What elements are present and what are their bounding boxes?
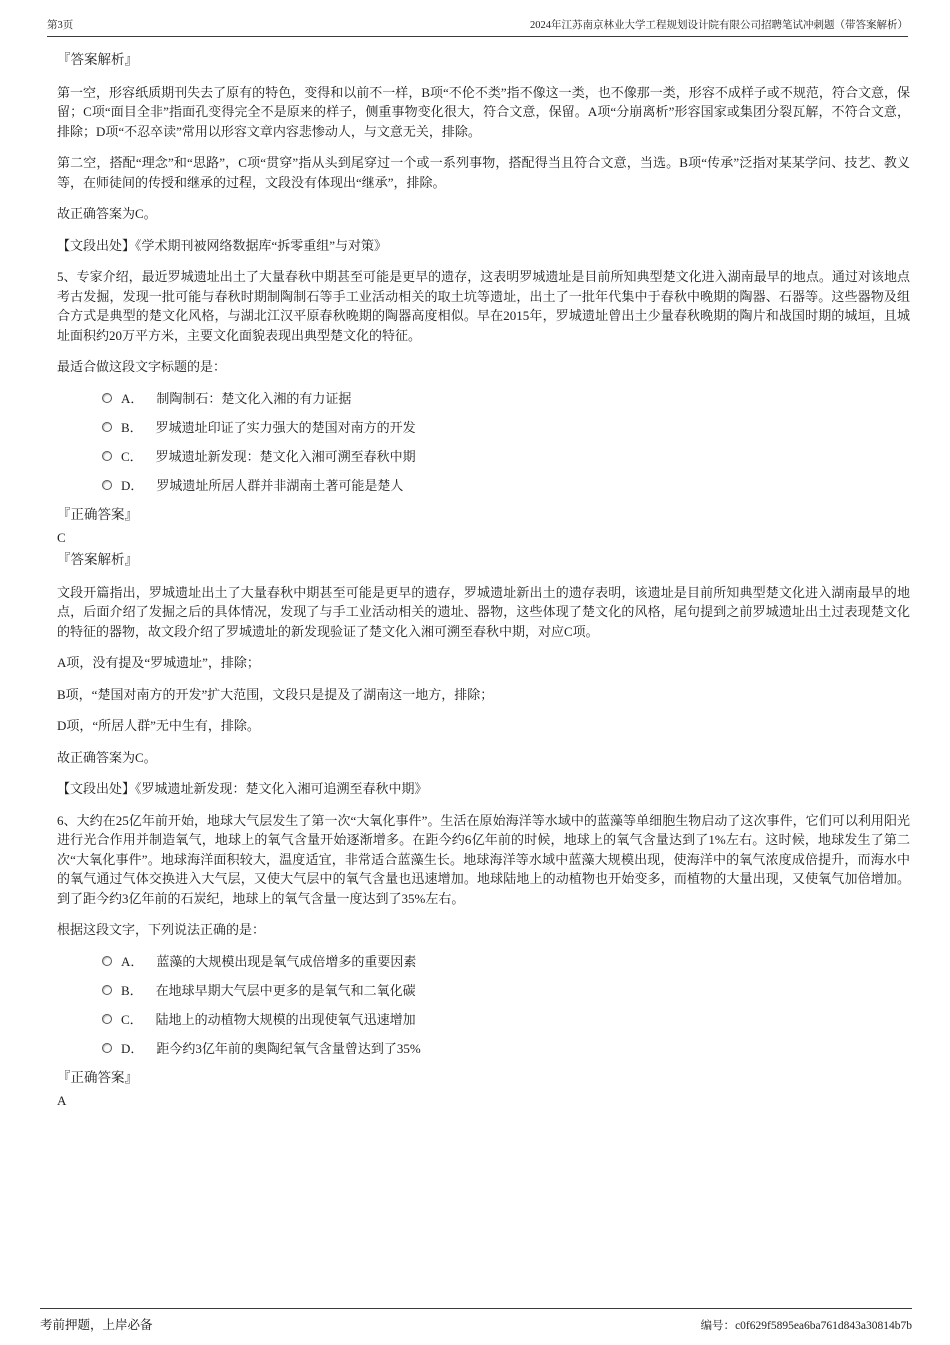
q6-option-c[interactable]	[57, 1010, 910, 1030]
source-citation: 【文段出处】《学术期刊被网络数据库“拆零重组”与对策》	[57, 237, 388, 253]
footer-divider	[40, 1308, 912, 1309]
question-6-options	[57, 952, 910, 1059]
header-divider	[47, 36, 908, 37]
page-footer	[40, 1315, 912, 1333]
analysis-paragraph: 第二空，搭配“理念”和“思路”，C项“贯穿”指从头到尾穿过一个或一系列事物，搭配得当且符合文意，当选。B项“传承”泛指对某某学问、技艺、教义等，在师徒间的传授和继承的过程，文段没有体现出“继承”，排除。	[57, 155, 910, 190]
option-letter: A．	[121, 953, 144, 969]
q6-option-b[interactable]	[57, 981, 910, 1001]
option-text: 罗城遗址所居人群并非湖南土著可能是楚人	[156, 477, 404, 493]
analysis-point-a: A项，没有提及“罗城遗址”，排除；	[57, 655, 260, 670]
option-text: 罗城遗址新发现：楚文化入湘可溯至春秋中期	[155, 448, 416, 464]
correct-answer-heading: 『正确答案』	[57, 507, 138, 522]
radio-button-icon[interactable]	[102, 1043, 112, 1053]
q5-option-c[interactable]	[57, 447, 910, 467]
question-stem-5: 5、专家介绍，最近罗城遗址出土了大量春秋中期甚至可能是更早的遗存，这表明罗城遗址是目前所知典型楚文化进入湖南最早的地点。通过对该地点考古发掘，发现一批可能与春秋时期制陶制石等手工业活动相关的取土坑等遗址，出土了一批年代集中于春秋中晚期的陶器、石器等。这些器物及组合方式是典型的楚文化风格，与湖北江汉平原春秋晚期的陶器高度相似。早在2015年，罗城遗址曾出土少量春秋晚期的陶片和战国时期的城垣，且城址面积约20万平方米，主要文化面貌表现出典型楚文化的特征。	[57, 269, 910, 343]
option-letter: B．	[121, 982, 143, 998]
option-text: 蓝藻的大规模出现是氧气成倍增多的重要因素	[156, 953, 417, 969]
document-title: 2024年江苏南京林业大学工程规划设计院有限公司招聘笔试冲刺题（带答案解析）	[530, 20, 908, 31]
radio-button-icon[interactable]	[102, 422, 112, 432]
analysis-point-b: B项，“楚国对南方的开发”扩大范围，文段只是提及了湖南这一地方，排除；	[57, 686, 494, 702]
option-letter: D．	[121, 1040, 144, 1056]
page-number: 第3页	[47, 20, 74, 31]
option-text: 在地球早期大气层中更多的是氧气和二氧化碳	[155, 982, 416, 998]
answer-analysis-heading: 『答案解析』	[57, 52, 138, 67]
question-prompt-6: 根据这段文字，下列说法正确的是：	[57, 922, 266, 937]
radio-button-icon[interactable]	[102, 956, 112, 966]
option-letter: C．	[121, 448, 143, 464]
q5-option-d[interactable]	[57, 476, 910, 496]
question-prompt-5: 最适合做这段文字标题的是：	[57, 359, 227, 374]
analysis-paragraph: 文段开篇指出，罗城遗址出土了大量春秋中期甚至可能是更早的遗存，罗城遗址新出土的遗存表明，该遗址是目前所知典型楚文化进入湖南最早的地点，后面介绍了发掘之后的具体情况，发现了与手工业活动相关的遗址、器物，这些体现了楚文化的风格，尾句提到之前罗城遗址出土过表现楚文化的特征的器物，故文段介绍了罗城遗址的新发现验证了楚文化入湘可溯至春秋中期，对应C项。	[57, 584, 910, 639]
analysis-paragraph: 第一空，形容纸质期刊失去了原有的特色，变得和以前不一样，B项“不伦不类”指不像这一类，也不像那一类，形容不成样子或不规范，符合文意，保留；C项“面目全非”指面孔变得完全不是原来的样子，侧重事物变化很大，符合文意，保留。A项“分崩离析”形容国家或集团分裂瓦解，不符合文意，排除；D项“不忍卒读”常用以形容文章内容悲惨动人，与文意无关，排除。	[57, 84, 910, 139]
question-stem-6: 6、大约在25亿年前开始，地球大气层发生了第一次“大氧化事件”。生活在原始海洋等水域中的蓝藻等单细胞生物启动了这次事件，它们可以利用阳光进行光合作用并制造氧气，地球上的氧气含量开始逐渐增多。在距今约6亿年前的时候，地球上的氧气含量达到了1%左右。这时候，地球发生了第二次“大氧化事件”。地球海洋面积较大，温度适宜，非常适合蓝藻生长。地球海洋等水域中蓝藻大规模出现，使海洋中的氧气浓度成倍提升，而海水中的氧气通过气体交换进入大气层，又使大气层中的氧气含量也迅速增加。地球陆地上的动植物也开始变多，而植物的大量出现，又使氧气加倍增加。到了距今约3亿年前的石炭纪，地球上的氧气含量一度达到了35%左右。	[57, 812, 910, 906]
q6-option-d[interactable]	[57, 1039, 910, 1059]
radio-button-icon[interactable]	[102, 985, 112, 995]
page-header	[47, 17, 908, 32]
source-citation: 【文段出处】《罗城遗址新发现：楚文化入湘可追溯至春秋中期》	[57, 781, 428, 796]
answer-analysis-heading: 『答案解析』	[57, 552, 138, 567]
radio-button-icon[interactable]	[102, 480, 112, 490]
document-code	[701, 1317, 912, 1333]
option-text: 陆地上的动植物大规模的出现使氧气迅速增加	[155, 1011, 416, 1027]
analysis-conclusion: 故正确答案为C。	[57, 749, 157, 765]
option-text: 罗城遗址印证了实力强大的楚国对南方的开发	[155, 419, 416, 435]
radio-button-icon[interactable]	[102, 393, 112, 403]
option-text: 制陶制石：楚文化入湘的有力证据	[156, 390, 352, 406]
footer-slogan: 考前押题，上岸必备	[40, 1318, 153, 1332]
q5-option-b[interactable]	[57, 418, 910, 438]
option-letter: C．	[121, 1011, 143, 1027]
option-text: 距今约3亿年前的奥陶纪氧气含量曾达到了35%	[156, 1040, 421, 1056]
option-letter: A．	[121, 390, 144, 406]
document-code-value: c0f629f5895ea6ba761d843a30814b7b	[735, 1320, 912, 1332]
radio-button-icon[interactable]	[102, 1014, 112, 1024]
q6-option-a[interactable]	[57, 952, 910, 972]
page-content	[57, 50, 910, 1113]
analysis-point-d: D项，“所居人群”无中生有，排除。	[57, 718, 260, 733]
correct-answer-value: C	[57, 529, 66, 545]
option-letter: B．	[121, 419, 143, 435]
radio-button-icon[interactable]	[102, 451, 112, 461]
q5-option-a[interactable]	[57, 389, 910, 409]
question-5-options	[57, 389, 910, 496]
option-letter: D．	[121, 477, 144, 493]
analysis-conclusion: 故正确答案为C。	[57, 206, 157, 221]
correct-answer-heading: 『正确答案』	[57, 1070, 138, 1085]
document-code-label: 编号：	[700, 1320, 736, 1332]
correct-answer-value: A	[57, 1092, 67, 1108]
